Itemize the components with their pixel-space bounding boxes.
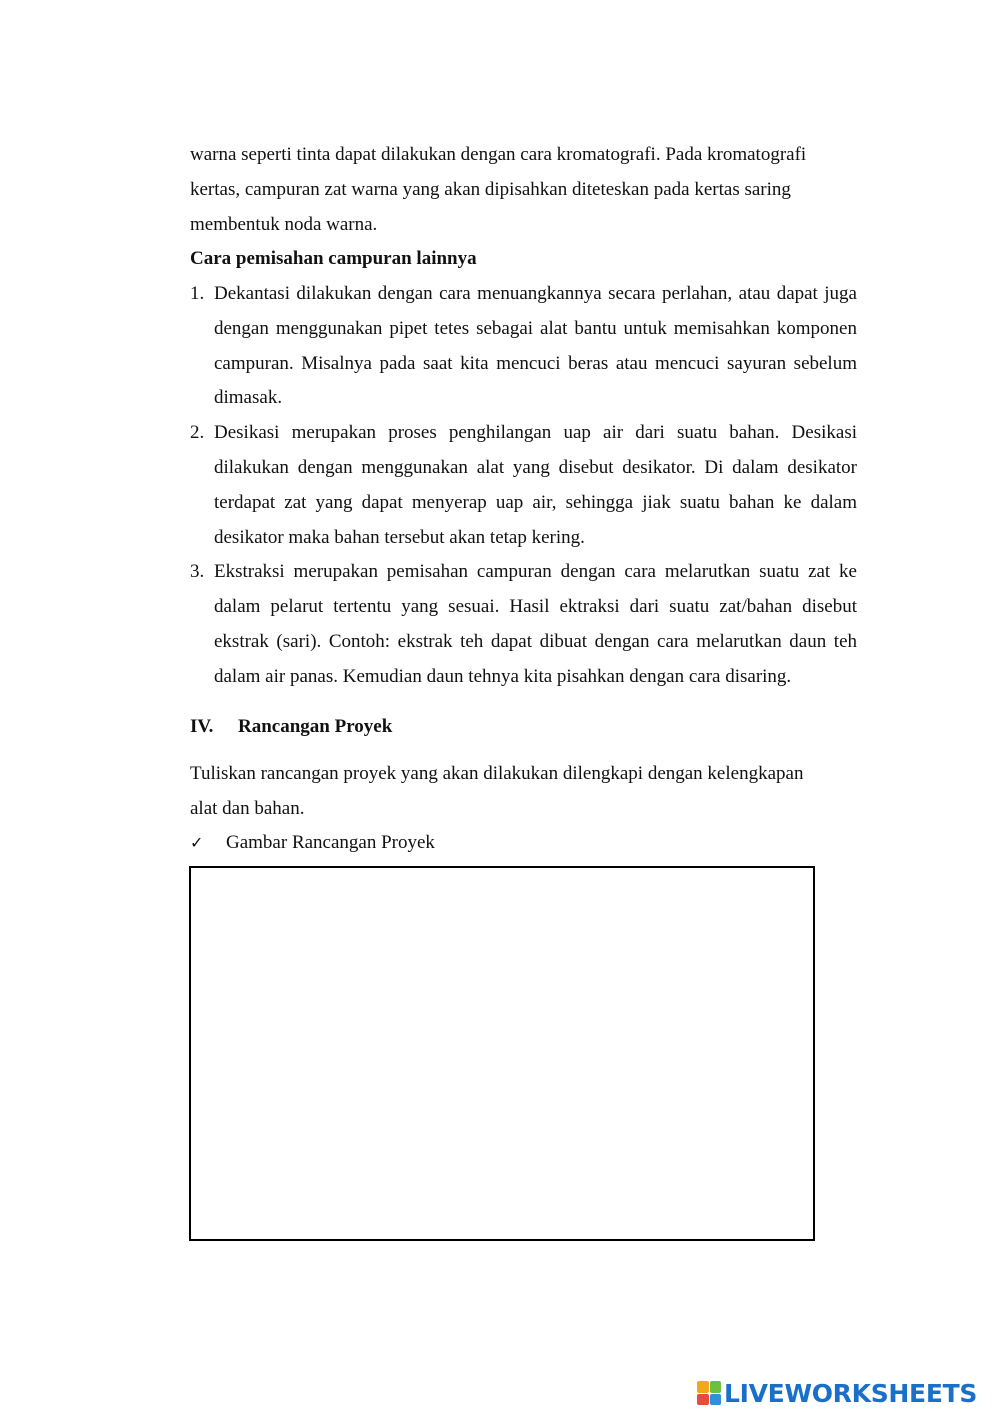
- intro-line: warna seperti tinta dapat dilakukan dengan cara kromatografi. Pada kromatografi: [190, 144, 807, 165]
- section-title: Rancangan Proyek: [238, 716, 393, 737]
- separation-methods-list: [190, 277, 857, 695]
- list-item-number: 3.: [190, 561, 205, 583]
- list-item-number: 1.: [190, 283, 205, 304]
- list-item: [190, 277, 857, 416]
- list-item-text: Dekantasi dilakukan dengan cara menuangkannya secara perlahan, atau dapat juga dengan menggunakan pipet tetes sebagai alat bantu untuk memisahkan komponen campuran. Misalnya pada saat kita mencuci beras atau mencuci sayuran sebelum dimasak.: [214, 283, 857, 409]
- list-item-text: Desikasi merupakan proses penghilangan uap air dari suatu bahan. Desikasi dilakukan dengan menggunakan alat yang disebut desikator. Di dalam desikator terdapat zat yang dapat menyerap uap air, sehingga jiak suatu bahan ke dalam desikator maka bahan tersebut akan tetap kering.: [214, 422, 857, 548]
- list-item-number: 2.: [190, 422, 205, 444]
- list-item: [190, 555, 857, 694]
- subheading: Cara pemisahan campuran lainnya: [190, 248, 477, 269]
- section-heading: [190, 710, 392, 745]
- instruction-line: Tuliskan rancangan proyek yang akan dilakukan dilengkapi dengan kelengkapan: [190, 763, 804, 784]
- check-item: [190, 826, 435, 861]
- instruction-text: [190, 757, 857, 827]
- list-item-text: Ekstraksi merupakan pemisahan campuran dengan cara melarutkan suatu zat ke dalam pelarut tertentu yang sesuai. Hasil ektraksi dari suatu zat/bahan disebut ekstrak (sari). Contoh: ekstrak teh dapat dibuat dengan cara melarutkan daun teh dalam air panas. Kemudian daun tehnya kita pisahkan dengan cara disaring.: [214, 561, 857, 687]
- intro-line: kertas, campuran zat warna yang akan dipisahkan diteteskan pada kertas saring: [190, 178, 791, 200]
- instruction-line: alat dan bahan.: [190, 797, 305, 819]
- list-item: [190, 416, 857, 555]
- section-number: IV.: [190, 716, 214, 737]
- liveworksheets-brand: [697, 1377, 977, 1409]
- liveworksheets-logo-icon: [697, 1381, 721, 1405]
- check-item-label: Gambar Rancangan Proyek: [226, 832, 435, 853]
- brand-name: LIVEWORKSHEETS: [724, 1378, 978, 1408]
- intro-line: membentuk noda warna.: [190, 213, 378, 235]
- intro-paragraph: [190, 138, 857, 242]
- project-drawing-area[interactable]: [189, 866, 815, 1241]
- checkmark-icon: ✓: [190, 833, 204, 852]
